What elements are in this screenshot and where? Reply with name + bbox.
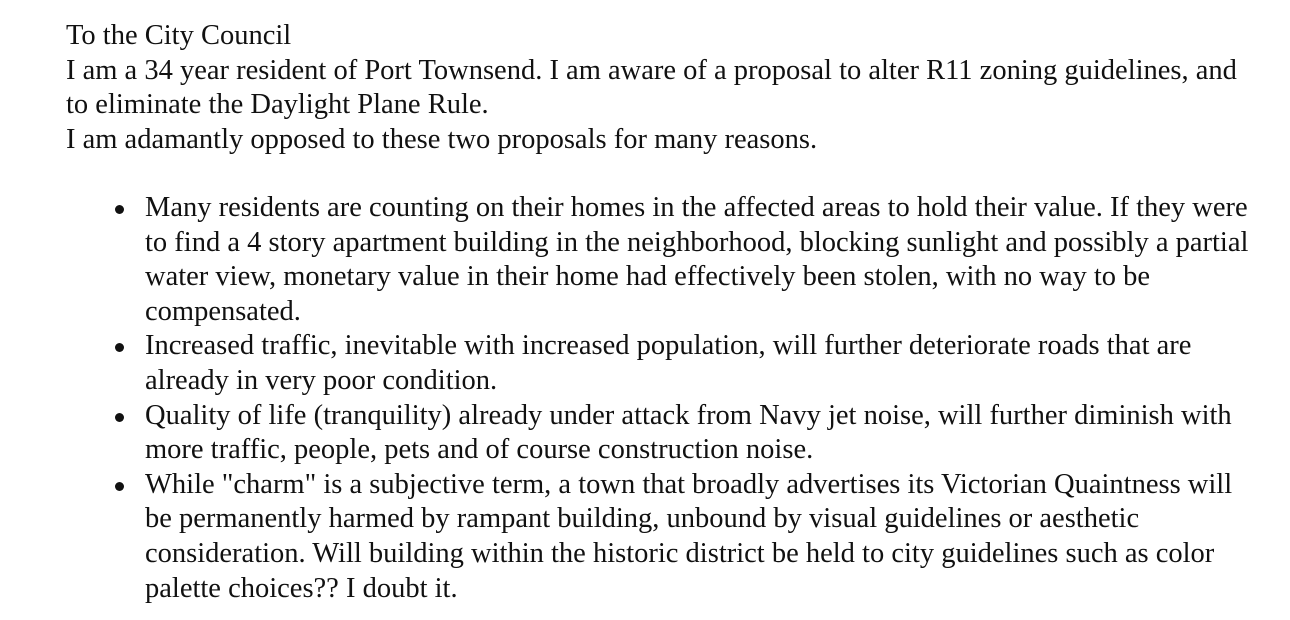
salutation: To the City Council: [66, 20, 292, 51]
list-item: [0, 399, 1290, 468]
list-item-text: Increased traffic, inevitable with increased population, will further deteriorate roads that are already in very poor condition.: [145, 330, 1192, 396]
list-item: [0, 191, 1290, 329]
list-item-text: While "charm" is a subjective term, a town that broadly advertises its Victorian Quaintness will be permanently harmed by rampant building, unbound by visual guidelines or aesthetic consideration. Will building within the historic district be held to city guidelines such as color palette choices?? I doubt it.: [145, 468, 1233, 604]
intro-paragraph: I am a 34 year resident of Port Townsend. I am aware of a proposal to alter R11 zoning guidelines, and to eliminate the Daylight Plane Rule.: [66, 54, 1237, 121]
bullet-icon: [115, 482, 124, 491]
letter-intro: [66, 19, 1266, 157]
list-item-text: Quality of life (tranquility) already under attack from Navy jet noise, will further diminish with more traffic, people, pets and of course construction noise.: [145, 399, 1232, 466]
list-item: [0, 468, 1290, 606]
list-item-text: Many residents are counting on their homes in the affected areas to hold their value. If they were to find a 4 story apartment building in the neighborhood, blocking sunlight and possibly a partial water view, monetary value in their home had effectively been stolen, with no way to be compensated.: [145, 192, 1249, 327]
bullet-icon: [115, 413, 124, 422]
opposition-statement: I am adamantly opposed to these two proposals for many reasons.: [66, 123, 818, 155]
list-item: [0, 329, 1290, 398]
reasons-list: [0, 191, 1290, 606]
bullet-icon: [115, 343, 124, 352]
bullet-icon: [115, 205, 124, 214]
